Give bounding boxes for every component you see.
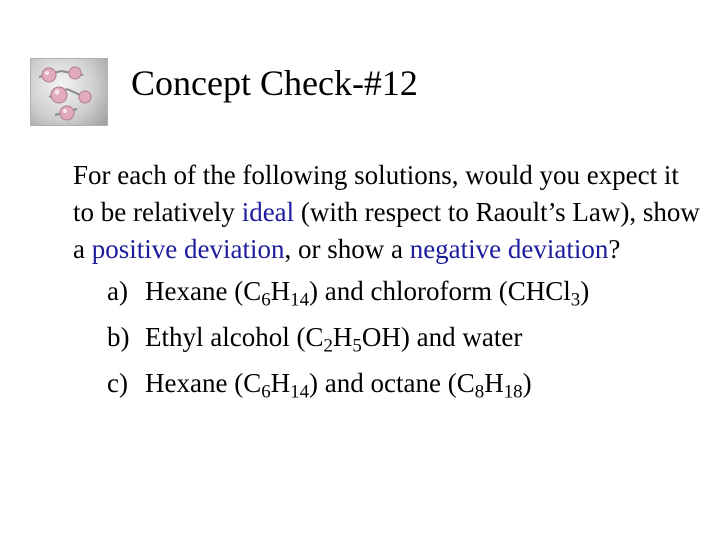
question-segment: ? <box>608 234 621 264</box>
option-text-segment: ) and chloroform (CHCl <box>309 276 571 306</box>
subscript: 14 <box>290 381 310 403</box>
subscript: 14 <box>290 289 310 311</box>
subscript: 6 <box>261 289 271 311</box>
option-marker: c) <box>107 368 128 398</box>
subscript: 6 <box>261 381 271 403</box>
option-marker: a) <box>107 276 128 306</box>
option-item <box>73 360 703 406</box>
option-text <box>145 314 522 360</box>
option-text-segment: H <box>332 322 353 352</box>
subscript: 8 <box>474 381 485 403</box>
option-text <box>145 360 532 406</box>
options-list <box>73 268 703 406</box>
question-segment: , or show a <box>284 234 410 264</box>
highlighted-term: positive deviation <box>91 234 285 264</box>
question-segment: For each of the following solutions, would you expect it to be relatively <box>73 160 679 227</box>
option-item <box>73 268 703 314</box>
option-item <box>73 314 703 360</box>
option-text-segment: ) <box>522 368 532 398</box>
question-segment: (with respect to Raoult’s Law), show a <box>73 197 700 264</box>
option-text-segment: OH) and water <box>361 322 523 352</box>
option-text <box>145 268 589 314</box>
option-text-segment: ) <box>580 276 590 306</box>
subscript: 2 <box>323 335 333 357</box>
option-text-segment: H <box>484 368 504 398</box>
molecule-cluster-icon <box>30 58 108 126</box>
slide-body <box>73 157 703 406</box>
option-marker: b) <box>107 322 130 352</box>
option-text-segment: H <box>270 368 291 398</box>
option-text-segment: Ethyl alcohol (C <box>145 322 324 352</box>
option-text-segment: Hexane (C <box>145 276 262 306</box>
option-text-segment: ) and octane (C <box>309 368 475 398</box>
option-text-segment: Hexane (C <box>145 368 262 398</box>
highlighted-term: negative deviation <box>409 234 609 264</box>
highlighted-term: ideal <box>241 197 295 227</box>
subscript: 5 <box>352 335 362 357</box>
subscript: 18 <box>503 381 523 403</box>
option-text-segment: H <box>270 276 291 306</box>
subscript: 3 <box>570 289 581 311</box>
question-text <box>73 157 703 268</box>
slide-title: Concept Check-#12 <box>131 63 418 103</box>
